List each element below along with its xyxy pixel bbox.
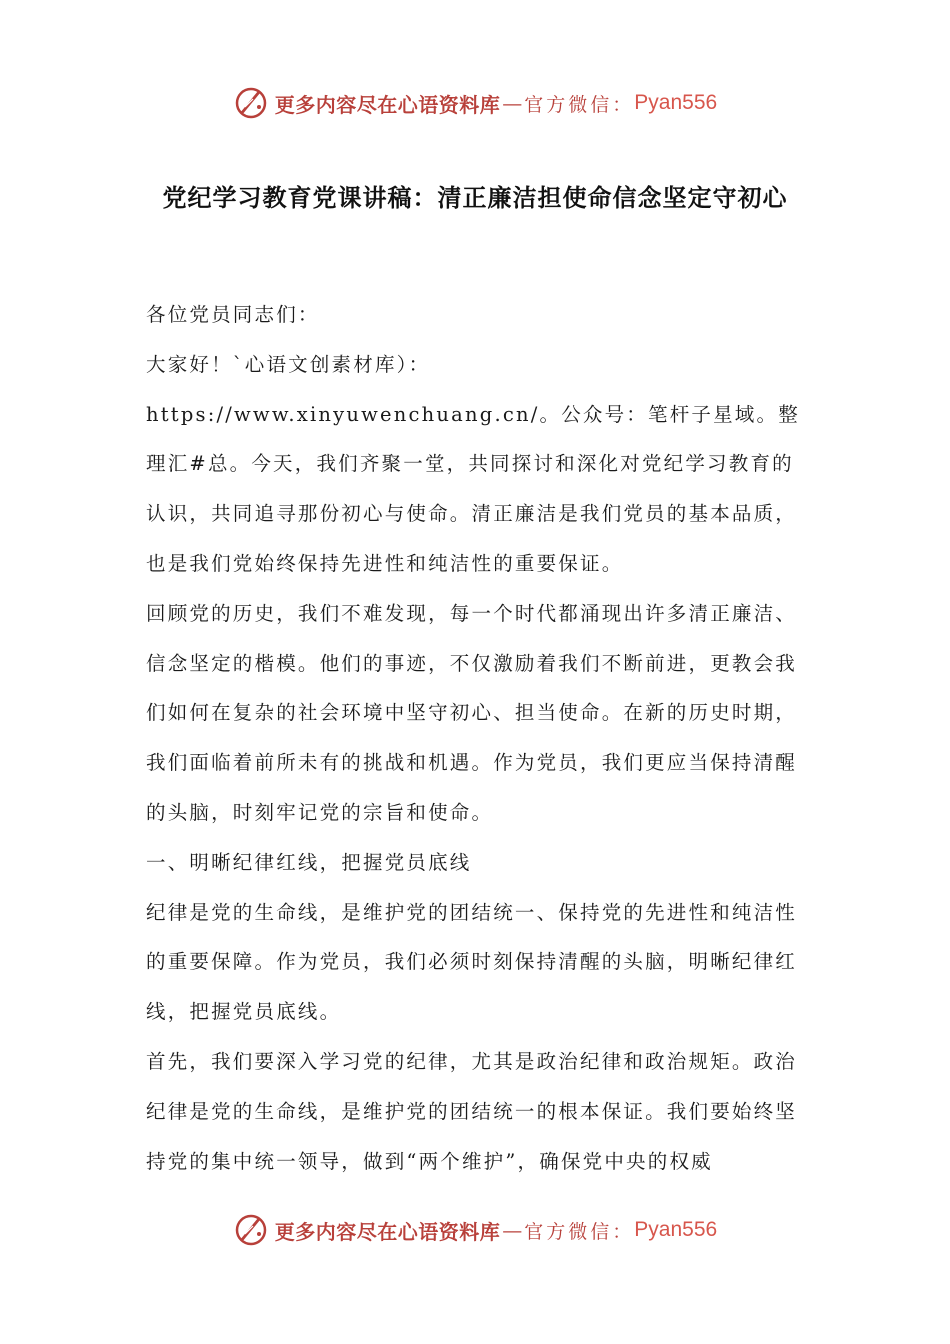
footer-banner	[0, 1208, 950, 1252]
quill-pen-logo-icon	[233, 1212, 269, 1248]
banner-wechat-label: 官方微信：	[524, 93, 635, 116]
paragraph-salutation: 各位党员同志们：	[146, 303, 320, 326]
document-body	[146, 290, 811, 1186]
quill-pen-logo-icon	[233, 85, 269, 121]
section-heading: 一、明晰纪律红线，把握党员底线	[146, 850, 472, 874]
banner-wechat-id: Pyan556	[634, 91, 718, 114]
paragraph: 首先，我们要深入学习党的纪律，尤其是政治纪律和政治规矩。政治纪律是党的生命线，是维护党的团结统一的根本保证。我们要始终坚持党的集中统一领导，做到“两个维护”，确保党中央的权威	[146, 1049, 798, 1173]
paragraph: 纪律是党的生命线，是维护党的团结统一、保持党的先进性和纯洁性的重要保障。作为党员，我们必须时刻保持清醒的头脑，明晰纪律红线，把握党员底线。	[146, 900, 798, 1024]
document-title: 党纪学习教育党课讲稿：清正廉洁担使命信念坚定守初心	[162, 183, 788, 212]
paragraph: 大家好！`心语文创素材库）：https://www.xinyuwenchuang.cn/。公众号：笔杆子星域。整理汇#总。今天，我们齐聚一堂，共同探讨和深化对党纪学习教育的认识，共同追寻那份初心与使命。清正廉洁是我们党员的基本品质，也是我们党始终保持先进性和纯洁性的重要保证。	[146, 352, 800, 575]
header-banner	[0, 81, 950, 125]
banner-wechat-label: 官方微信：	[524, 1220, 635, 1243]
banner-tagline: 更多内容尽在心语资料库	[274, 1219, 501, 1244]
paragraph: 回顾党的历史，我们不难发现，每一个时代都涌现出许多清正廉洁、信念坚定的楷模。他们的事迹，不仅激励着我们不断前进，更教会我们如何在复杂的社会环境中坚守初心、担当使命。在新的历史时期，我们面临着前所未有的挑战和机遇。作为党员，我们更应当保持清醒的头脑，时刻牢记党的宗旨和使命。	[146, 601, 798, 824]
banner-dash: —	[502, 1218, 523, 1242]
banner-tagline: 更多内容尽在心语资料库	[274, 92, 501, 117]
banner-wechat-id: Pyan556	[634, 1218, 718, 1241]
banner-dash: —	[502, 91, 523, 115]
